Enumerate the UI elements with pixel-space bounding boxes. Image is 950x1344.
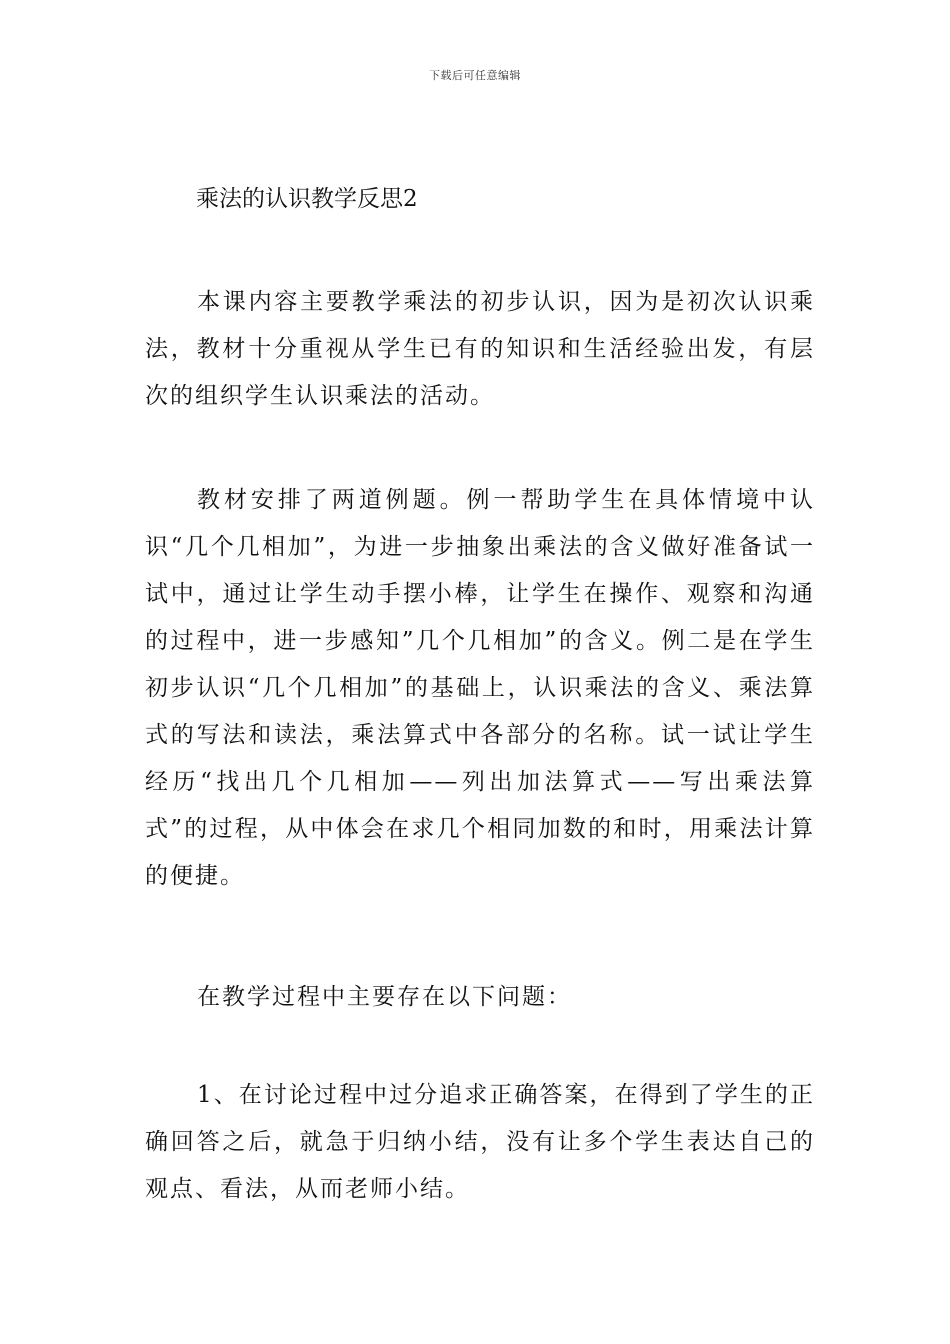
paragraph-examples: 教材安排了两道例题。例一帮助学生在具体情境中认识“几个几相加”，为进一步抽象出乘法的含义做好准备试一试中，通过让学生动手摆小棒，让学生在操作、观察和沟通的过程中，进一步感知”几个几相加”的含义。例二是在学生初步认识“几个几相加”的基础上，认识乘法的含义、乘法算式的写法和读法，乘法算式中各部分的名称。试一试让学生经历“找出几个几相加——列出加法算式——写出乘法算式”的过程，从中体会在求几个相同加数的和时，用乘法计算的便捷。 (145, 487, 815, 889)
paragraph-problems-heading: 在教学过程中主要存在以下问题： (197, 984, 572, 1010)
header-note: 下载后可任意编辑 (429, 69, 521, 82)
paragraph-problem-1: 1、在讨论过程中过分追求正确答案，在得到了学生的正确回答之后，就急于归纳小结，没有让多个学生表达自己的观点、看法，从而老师小结。 (145, 1082, 815, 1202)
document-title: 乘法的认识教学反思2 (196, 186, 418, 212)
paragraph-intro: 本课内容主要教学乘法的初步认识，因为是初次认识乘法，教材十分重视从学生已有的知识和生活经验出发，有层次的组织学生认识乘法的活动。 (145, 289, 815, 409)
